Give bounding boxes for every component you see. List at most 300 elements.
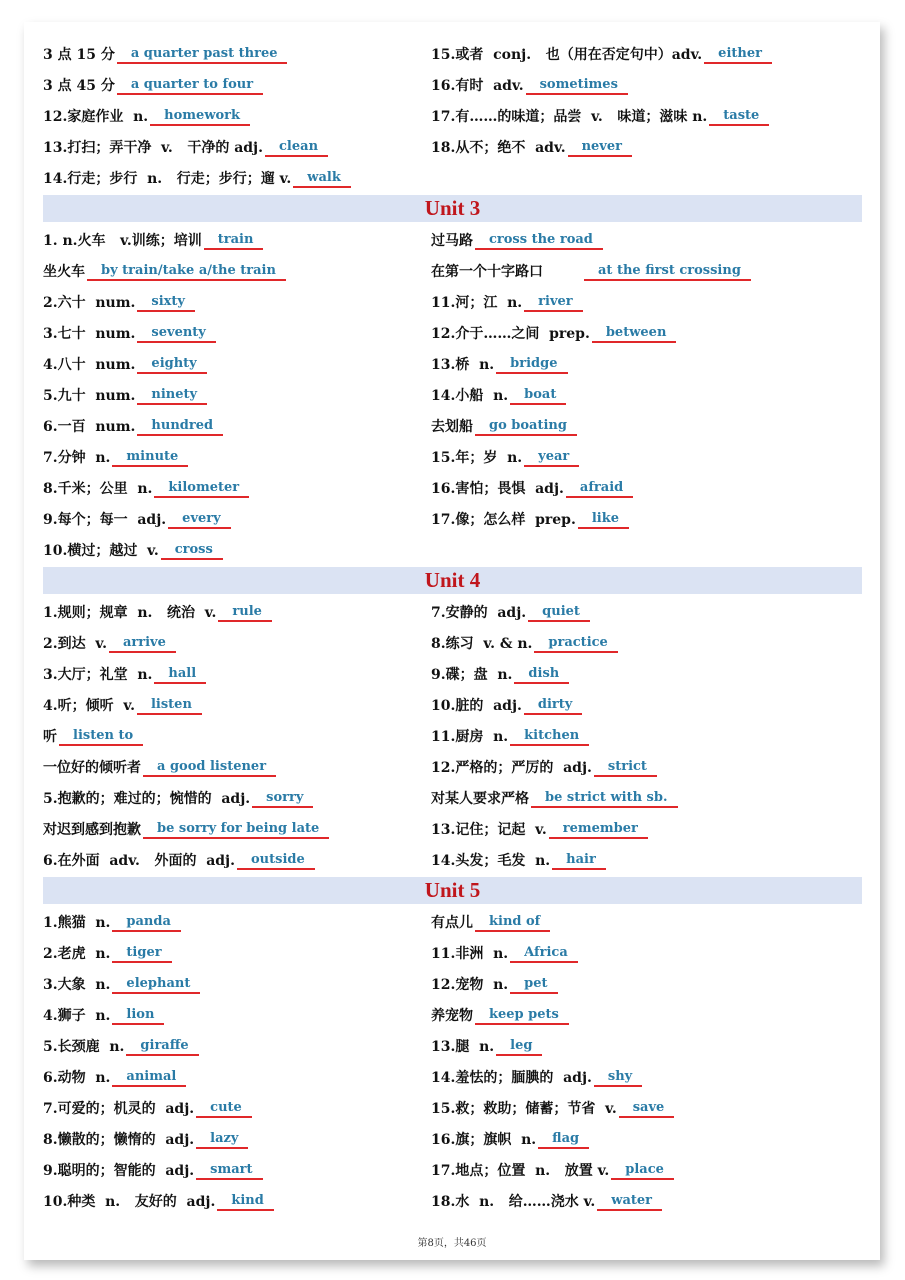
answer-text: sixty [151, 294, 185, 309]
item-prompt: 6.一百 num. [43, 418, 136, 435]
left-item [43, 136, 431, 157]
answer-blank [514, 663, 569, 684]
answer-blank [112, 942, 171, 963]
answer-blank [204, 229, 264, 250]
item-prompt: 4.听；倾听 v. [43, 697, 135, 714]
vocab-row [43, 348, 862, 379]
answer-text: giraffe [140, 1038, 189, 1053]
left-item [43, 446, 431, 467]
answer-blank [534, 632, 617, 653]
left-item [43, 663, 431, 684]
answer-blank [196, 1128, 248, 1149]
item-prompt: 13.记住；记起 v. [431, 821, 547, 838]
unit-title: Unit 5 [424, 878, 481, 902]
answer-blank [619, 1097, 675, 1118]
left-item [43, 1190, 431, 1211]
item-prompt: 一位好的倾听者 [43, 759, 141, 776]
vocab-row [43, 1030, 862, 1061]
answer-text: never [581, 139, 622, 154]
vocab-row [43, 162, 862, 193]
right-item [431, 1159, 862, 1180]
right-item [431, 291, 862, 312]
right-item [431, 1004, 862, 1025]
item-prompt: 3 点 15 分 [43, 46, 115, 63]
answer-text: dish [528, 666, 560, 681]
left-item [43, 1128, 431, 1149]
vocab-row [43, 1123, 862, 1154]
answer-blank [112, 973, 200, 994]
answer-text: remember [562, 821, 638, 836]
left-item [43, 973, 431, 994]
right-item [431, 384, 862, 405]
right-item [431, 1097, 862, 1118]
item-prompt: 4.八十 num. [43, 356, 136, 373]
item-prompt: 12.家庭作业 n. [43, 108, 149, 125]
answer-blank [597, 1190, 662, 1211]
answer-blank [566, 477, 633, 498]
answer-text: kitchen [524, 728, 580, 743]
vocab-row [43, 689, 862, 720]
answer-blank [496, 1035, 542, 1056]
item-prompt: 16.旗；旗帜 n. [431, 1131, 537, 1148]
left-item [43, 911, 431, 932]
item-prompt: 去划船 [431, 418, 473, 435]
item-prompt: 18.水 n. 给……浇水 v. [431, 1193, 596, 1210]
answer-blank [154, 663, 206, 684]
left-item [43, 43, 431, 64]
answer-blank [112, 446, 188, 467]
item-prompt: 对某人要求严格 [431, 790, 529, 807]
right-item [431, 849, 862, 870]
item-prompt: 14.行走；步行 n. 行走；步行；遛 v. [43, 170, 292, 187]
item-prompt: 8.千米；公里 n. [43, 480, 153, 497]
answer-blank [87, 260, 286, 281]
answer-text: be strict with sb. [545, 790, 668, 805]
item-prompt: 15.救；救助；储蓄；节省 v. [431, 1100, 617, 1117]
answer-text: outside [251, 852, 305, 867]
left-item [43, 849, 431, 870]
unit-title: Unit 4 [424, 568, 481, 592]
right-item [431, 601, 862, 622]
item-prompt: 7.安静的 adj. [431, 604, 527, 621]
item-prompt: 1.熊猫 n. [43, 914, 111, 931]
answer-blank [510, 384, 566, 405]
right-item [431, 1035, 862, 1056]
answer-text: shy [607, 1069, 633, 1084]
item-prompt: 11.厨房 n. [431, 728, 509, 745]
right-item [431, 415, 862, 436]
answer-text: smart [210, 1162, 253, 1177]
answer-text: place [625, 1162, 664, 1177]
left-item [43, 1004, 431, 1025]
answer-text: homework [164, 108, 241, 123]
item-prompt: 12.严格的；严厉的 adj. [431, 759, 592, 776]
answer-blank [112, 911, 180, 932]
unit-title: Unit 3 [424, 196, 481, 220]
answer-text: between [605, 325, 667, 340]
vocab-row [43, 999, 862, 1030]
answer-blank [218, 601, 272, 622]
unit-header [43, 567, 862, 594]
vocab-row [43, 379, 862, 410]
vocab-row [43, 69, 862, 100]
right-item [431, 74, 862, 95]
answer-text: kilometer [168, 480, 240, 495]
answer-text: listen to [73, 728, 134, 743]
item-prompt: 5.抱歉的；难过的；惋惜的 adj. [43, 790, 251, 807]
item-prompt: 1. n.火车 v.训练；培训 [43, 232, 202, 249]
answer-text: panda [126, 914, 171, 929]
answer-blank [552, 849, 606, 870]
answer-blank [117, 74, 263, 95]
answer-blank [592, 322, 677, 343]
answer-blank [161, 539, 223, 560]
answer-blank [594, 1066, 642, 1087]
answer-blank [594, 756, 657, 777]
answer-blank [237, 849, 315, 870]
left-item [43, 725, 431, 746]
item-prompt: 15.年；岁 n. [431, 449, 523, 466]
unit-header [43, 877, 862, 904]
item-prompt: 8.懒散的；懒惰的 adj. [43, 1131, 195, 1148]
answer-text: cross the road [489, 232, 593, 247]
right-item [431, 818, 862, 839]
item-prompt: 7.可爱的；机灵的 adj. [43, 1100, 195, 1117]
answer-blank [510, 973, 557, 994]
answer-blank [252, 787, 313, 808]
right-item [431, 322, 862, 343]
item-prompt: 10.种类 n. 友好的 adj. [43, 1193, 216, 1210]
answer-blank [611, 1159, 674, 1180]
answer-text: train [217, 232, 254, 247]
answer-text: hair [566, 852, 596, 867]
answer-text: a quarter past three [130, 46, 278, 61]
right-item [431, 260, 862, 281]
item-prompt: 6.在外面 adv. 外面的 adj. [43, 852, 235, 869]
left-item [43, 167, 431, 188]
vocab-row [43, 627, 862, 658]
vocab-row [43, 1185, 862, 1216]
left-item [43, 415, 431, 436]
right-item [431, 663, 862, 684]
left-item [43, 539, 431, 560]
right-item [431, 632, 862, 653]
item-prompt: 6.动物 n. [43, 1069, 111, 1086]
item-prompt: 2.六十 num. [43, 294, 136, 311]
item-prompt: 9.碟；盘 n. [431, 666, 513, 683]
right-item [431, 508, 862, 529]
item-prompt: 养宠物 [431, 1007, 473, 1024]
answer-text: practice [548, 635, 608, 650]
item-prompt: 3.七十 num. [43, 325, 136, 342]
answer-text: a good listener [157, 759, 267, 774]
left-item [43, 1066, 431, 1087]
answer-text: listen [150, 697, 192, 712]
answer-text: Africa [524, 945, 568, 960]
answer-text: cute [210, 1100, 242, 1115]
item-prompt: 3.大象 n. [43, 976, 111, 993]
vocab-row [43, 317, 862, 348]
answer-text: quiet [542, 604, 580, 619]
answer-text: eighty [151, 356, 197, 371]
left-item [43, 942, 431, 963]
left-item [43, 818, 431, 839]
answer-text: water [611, 1193, 653, 1208]
right-item [431, 942, 862, 963]
answer-blank [531, 787, 678, 808]
answer-blank [109, 632, 176, 653]
left-item [43, 291, 431, 312]
answer-blank [137, 694, 202, 715]
answer-blank [59, 725, 143, 746]
vocab-row [43, 100, 862, 131]
vocab-row [43, 1154, 862, 1185]
vocab-row [43, 286, 862, 317]
answer-text: at the first crossing [598, 263, 741, 278]
left-item [43, 787, 431, 808]
vocab-row [43, 1061, 862, 1092]
right-item [431, 1190, 862, 1211]
item-prompt: 听 [43, 728, 57, 745]
answer-blank [475, 415, 577, 436]
left-item [43, 74, 431, 95]
answer-text: kind of [489, 914, 541, 929]
answer-blank [524, 694, 582, 715]
answer-text: go boating [489, 418, 567, 433]
item-prompt: 3.大厅；礼堂 n. [43, 666, 153, 683]
item-prompt: 14.小船 n. [431, 387, 509, 404]
vocab-row [43, 255, 862, 286]
answer-text: leg [510, 1038, 533, 1053]
answer-text: kind [231, 1193, 264, 1208]
answer-blank [578, 508, 629, 529]
answer-text: elephant [126, 976, 191, 991]
right-item [431, 694, 862, 715]
left-item [43, 477, 431, 498]
vocab-row [43, 472, 862, 503]
answer-text: afraid [579, 480, 624, 495]
answer-blank [510, 725, 589, 746]
vocab-row [43, 813, 862, 844]
item-prompt: 在第一个十字路口 [431, 263, 582, 280]
answer-text: sometimes [539, 77, 618, 92]
vocab-row [43, 503, 862, 534]
answer-text: keep pets [489, 1007, 559, 1022]
right-item [431, 43, 862, 64]
vocab-row [43, 751, 862, 782]
right-item [431, 446, 862, 467]
right-item [431, 1128, 862, 1149]
answer-blank [568, 136, 632, 157]
vocab-row [43, 224, 862, 255]
vocab-row [43, 844, 862, 875]
answer-text: by train/take a/the train [101, 263, 276, 278]
item-prompt: 7.分钟 n. [43, 449, 111, 466]
answer-blank [137, 415, 223, 436]
answer-text: ninety [151, 387, 198, 402]
item-prompt: 18.从不；绝不 adv. [431, 139, 566, 156]
answer-blank [475, 1004, 569, 1025]
right-item [431, 353, 862, 374]
right-item [431, 477, 862, 498]
left-item [43, 756, 431, 777]
answer-blank [154, 477, 249, 498]
answer-blank [265, 136, 328, 157]
item-prompt: 10.横过；越过 v. [43, 542, 159, 559]
vocab-row [43, 906, 862, 937]
answer-text: tiger [126, 945, 162, 960]
right-item [431, 1066, 862, 1087]
right-item [431, 136, 862, 157]
answer-text: sorry [266, 790, 304, 805]
answer-blank [549, 818, 648, 839]
answer-text: walk [307, 170, 341, 185]
item-prompt: 10.脏的 adj. [431, 697, 522, 714]
answer-blank [510, 942, 578, 963]
item-prompt: 9.聪明的；智能的 adj. [43, 1162, 195, 1179]
item-prompt: 17.地点；位置 n. 放置 v. [431, 1162, 610, 1179]
vocab-row [43, 937, 862, 968]
left-item [43, 229, 431, 250]
answer-text: minute [126, 449, 179, 464]
item-prompt: 5.长颈鹿 n. [43, 1038, 125, 1055]
item-prompt: 5.九十 num. [43, 387, 136, 404]
left-item [43, 1097, 431, 1118]
answer-blank [475, 229, 603, 250]
unit-header [43, 195, 862, 222]
answer-blank [496, 353, 567, 374]
item-prompt: 13.打扫；弄干净 v. 干净的 adj. [43, 139, 264, 156]
vocab-row [43, 596, 862, 627]
item-prompt: 12.介于……之间 prep. [431, 325, 590, 342]
item-prompt: 坐火车 [43, 263, 85, 280]
item-prompt: 12.宠物 n. [431, 976, 509, 993]
answer-blank [143, 756, 276, 777]
item-prompt: 对迟到感到抱歉 [43, 821, 141, 838]
answer-text: hundred [151, 418, 214, 433]
item-prompt: 17.有……的味道；品尝 v. 味道；滋味 n. [431, 108, 708, 125]
answer-text: like [591, 511, 619, 526]
answer-blank [526, 74, 628, 95]
left-item [43, 105, 431, 126]
answer-blank [137, 291, 195, 312]
item-prompt: 1.规则；规章 n. 统治 v. [43, 604, 217, 621]
answer-text: rule [232, 604, 262, 619]
answer-blank [168, 508, 231, 529]
left-item [43, 322, 431, 343]
left-item [43, 632, 431, 653]
answer-text: seventy [151, 325, 206, 340]
answer-blank [112, 1004, 164, 1025]
answer-text: clean [279, 139, 319, 154]
worksheet-page [24, 22, 880, 1260]
item-prompt: 4.狮子 n. [43, 1007, 111, 1024]
item-prompt: 14.羞怯的；腼腆的 adj. [431, 1069, 592, 1086]
item-prompt: 9.每个；每一 adj. [43, 511, 167, 528]
right-item [431, 756, 862, 777]
vocab-row [43, 441, 862, 472]
left-item [43, 353, 431, 374]
answer-blank [196, 1159, 262, 1180]
item-prompt: 13.桥 n. [431, 356, 495, 373]
answer-blank [524, 446, 579, 467]
item-prompt: 2.到达 v. [43, 635, 107, 652]
answer-text: dirty [537, 697, 573, 712]
left-item [43, 601, 431, 622]
answer-blank [709, 105, 769, 126]
left-item [43, 508, 431, 529]
answer-blank [217, 1190, 274, 1211]
answer-text: strict [607, 759, 647, 774]
answer-text: taste [723, 108, 760, 123]
answer-blank [126, 1035, 198, 1056]
answer-blank [137, 322, 215, 343]
answer-text: animal [126, 1069, 177, 1084]
answer-text: arrive [122, 635, 166, 650]
vocab-row [43, 968, 862, 999]
answer-blank [150, 105, 250, 126]
item-prompt: 16.害怕；畏惧 adj. [431, 480, 564, 497]
answer-text: either [718, 46, 762, 61]
answer-blank [475, 911, 550, 932]
answer-blank [196, 1097, 252, 1118]
answer-text: save [632, 1100, 665, 1115]
vocab-row [43, 131, 862, 162]
answer-text: hall [168, 666, 197, 681]
vocab-row [43, 534, 862, 565]
left-item [43, 260, 431, 281]
item-prompt: 11.非洲 n. [431, 945, 509, 962]
item-prompt: 16.有时 adv. [431, 77, 524, 94]
left-item [43, 1159, 431, 1180]
item-prompt: 3 点 45 分 [43, 77, 115, 94]
right-item [431, 787, 862, 808]
answer-blank [528, 601, 590, 622]
answer-blank [143, 818, 329, 839]
vocab-row [43, 1092, 862, 1123]
vocab-row [43, 720, 862, 751]
answer-blank [137, 384, 207, 405]
right-item [431, 105, 862, 126]
right-item [431, 911, 862, 932]
item-prompt: 过马路 [431, 232, 473, 249]
left-item [43, 1035, 431, 1056]
right-item [431, 973, 862, 994]
item-prompt: 14.头发；毛发 n. [431, 852, 551, 869]
answer-text: bridge [510, 356, 558, 371]
answer-text: a quarter to four [130, 77, 254, 92]
right-item [431, 229, 862, 250]
answer-text: river [538, 294, 573, 309]
answer-blank [112, 1066, 186, 1087]
item-prompt: 17.像；怎么样 prep. [431, 511, 576, 528]
item-prompt: 2.老虎 n. [43, 945, 111, 962]
vocab-row [43, 410, 862, 441]
answer-text: pet [524, 976, 548, 991]
answer-text: year [538, 449, 570, 464]
vocab-row [43, 658, 862, 689]
answer-blank [704, 43, 772, 64]
vocab-row [43, 38, 862, 69]
vocab-row [43, 782, 862, 813]
answer-blank [137, 353, 206, 374]
item-prompt: 15.或者 conj. 也（用在否定句中）adv. [431, 46, 703, 63]
answer-text: be sorry for being late [157, 821, 320, 836]
answer-text: flag [552, 1131, 580, 1146]
answer-blank [293, 167, 351, 188]
item-prompt: 11.河；江 n. [431, 294, 523, 311]
page-footer: 第8页，共46页 [417, 1238, 487, 1249]
